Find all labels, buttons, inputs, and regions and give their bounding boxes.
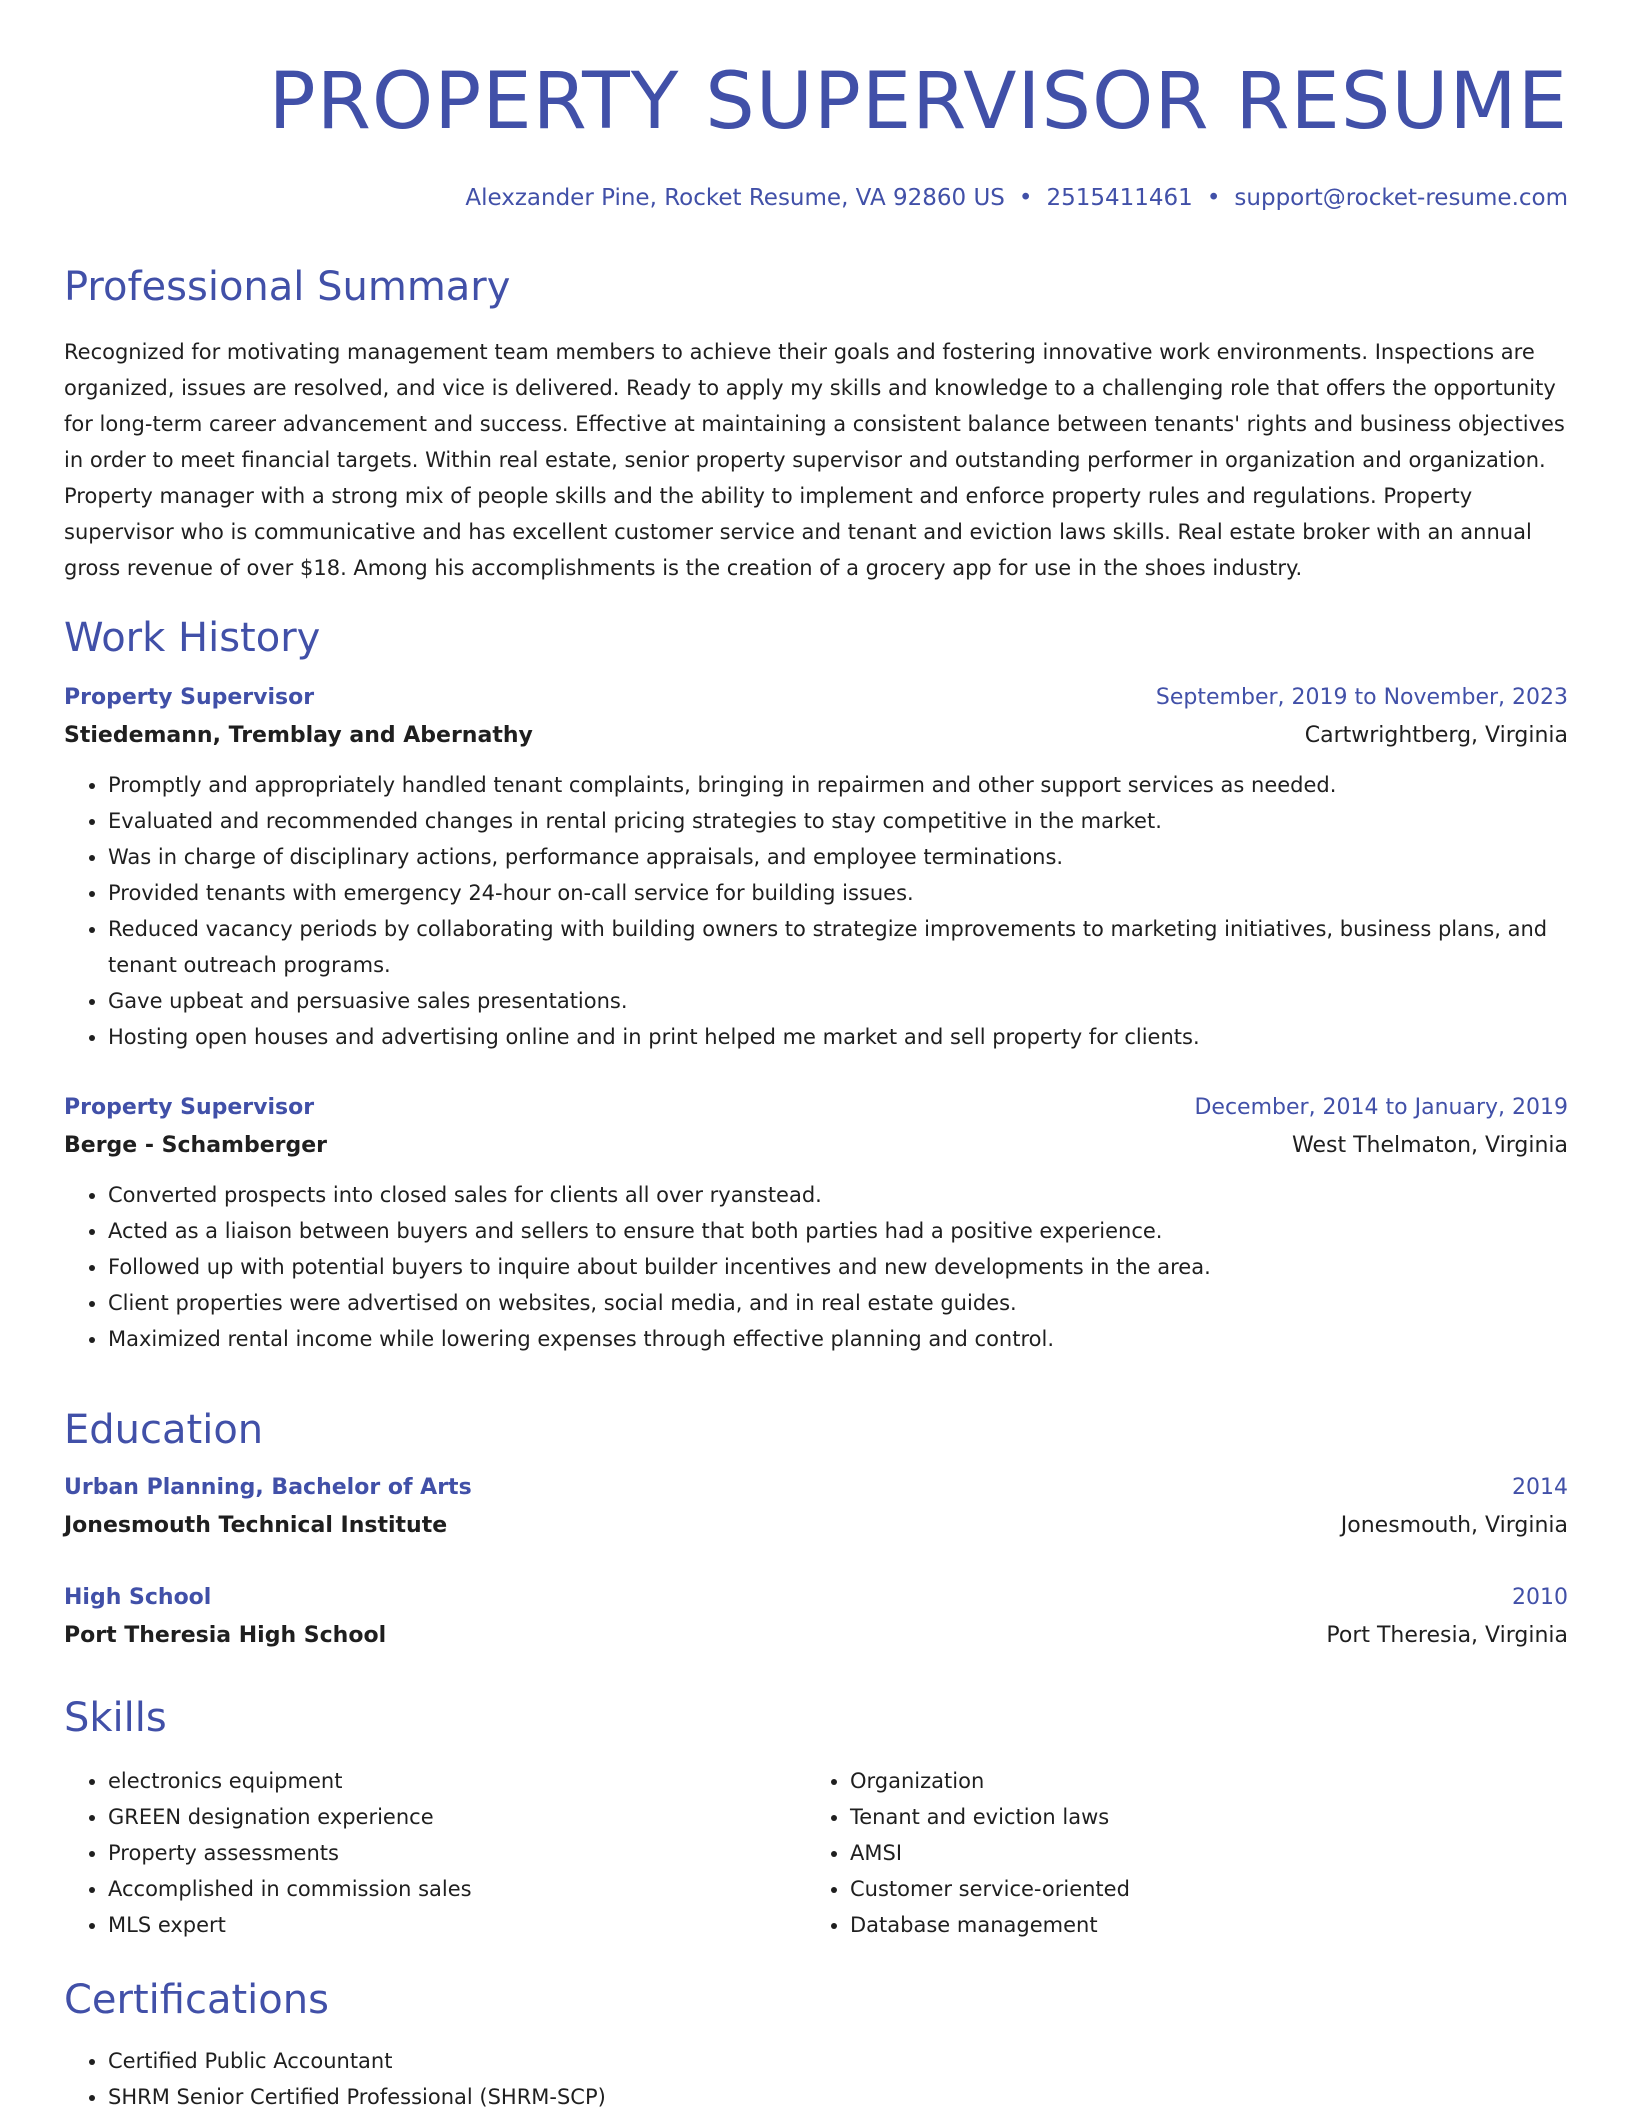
contact-email: support@rocket-resume.com: [1234, 185, 1568, 211]
job-entry: [64, 679, 1568, 1055]
list-item: • Customer service-oriented: [850, 1871, 1548, 1907]
list-item: • Client properties were advertised on websites, social media, and in real estate guides.: [108, 1285, 1568, 1321]
list-item: • Gave upbeat and persuasive sales presentations.: [108, 983, 1568, 1019]
contact-address: Alexzander Pine, Rocket Resume, VA 92860 US: [465, 185, 1005, 211]
list-item: • AMSI: [850, 1835, 1548, 1871]
job-title: Property Supervisor: [64, 1095, 315, 1120]
skills-section: [64, 1693, 1568, 1943]
contact-separator: •: [1018, 185, 1033, 211]
job-dates: December, 2014 to January, 2019: [1194, 1095, 1568, 1120]
job-header-row: [64, 679, 1568, 717]
list-item: • Hosting open houses and advertising online and in print helped me market and sell property for clients.: [108, 1019, 1568, 1055]
job-header-row: [64, 1089, 1568, 1127]
education-entry: [64, 1579, 1568, 1655]
list-item: • Acted as a liaison between buyers and sellers to ensure that both parties had a positive experience.: [108, 1213, 1568, 1249]
list-item: • Maximized rental income while lowering expenses through effective planning and control.: [108, 1321, 1568, 1357]
list-item: • Certified Public Accountant: [108, 2043, 1568, 2079]
education-location: Jonesmouth, Virginia: [1340, 1513, 1568, 1538]
education-year: 2014: [1512, 1475, 1568, 1500]
contact-line: [64, 182, 1568, 214]
education-degree: Urban Planning, Bachelor of Arts: [64, 1475, 472, 1500]
education-entry: [64, 1469, 1568, 1545]
certifications-list: [64, 2043, 1568, 2115]
job-bullets: [64, 767, 1568, 1055]
job-dates: September, 2019 to November, 2023: [1155, 685, 1568, 710]
job-location: West Thelmaton, Virginia: [1292, 1133, 1568, 1158]
certifications-section: [64, 1975, 1568, 2115]
education-section: [64, 1405, 1568, 1655]
work-history-heading: Work History: [64, 615, 321, 661]
work-history-section: [64, 613, 1568, 1357]
list-item: • GREEN designation experience: [108, 1799, 806, 1835]
skills-list-left: [64, 1763, 806, 1943]
list-item: • SHRM Senior Certified Professional (SHRM-SCP): [108, 2079, 1568, 2115]
education-school-row: [64, 1507, 1568, 1545]
job-company-row: [64, 1127, 1568, 1165]
list-item: • Evaluated and recommended changes in rental pricing strategies to stay competitive in the market.: [108, 803, 1568, 839]
list-item: • Converted prospects into closed sales for clients all over ryanstead.: [108, 1177, 1568, 1213]
certifications-heading: Certifications: [64, 1977, 329, 2023]
job-title: Property Supervisor: [64, 685, 315, 710]
resume-title: PROPERTY SUPERVISOR RESUME: [268, 57, 1568, 147]
skills-columns: [64, 1763, 1568, 1943]
job-company: Berge - Schamberger: [64, 1133, 328, 1158]
list-item: • Followed up with potential buyers to inquire about builder incentives and new developments in the area.: [108, 1249, 1568, 1285]
list-item: • Reduced vacancy periods by collaborating with building owners to strategize improvements to marketing initiatives, business plans, and tenant outreach programs.: [108, 911, 1568, 983]
list-item: • MLS expert: [108, 1907, 806, 1943]
list-item: • Promptly and appropriately handled tenant complaints, bringing in repairmen and other support services as needed.: [108, 767, 1568, 803]
education-school: Port Theresia High School: [64, 1623, 387, 1648]
skills-list-right: [806, 1763, 1548, 1943]
contact-phone: 2515411461: [1046, 185, 1193, 211]
job-company: Stiedemann, Tremblay and Abernathy: [64, 723, 533, 748]
list-item: • Accomplished in commission sales: [108, 1871, 806, 1907]
education-year: 2010: [1512, 1585, 1568, 1610]
list-item: • Property assessments: [108, 1835, 806, 1871]
education-header-row: [64, 1469, 1568, 1507]
education-heading: Education: [64, 1407, 264, 1453]
list-item: • electronics equipment: [108, 1763, 806, 1799]
summary-text: Recognized for motivating management team members to achieve their goals and fostering innovative work environments. Inspections are organized, issues are resolved, and vice is delivered. Ready to apply my skills and knowledge to a challenging role that offers the opportunity for long-term career advancement and success. Effective at maintaining a consistent balance between tenants' rights and business objectives in order to meet financial targets. Within real estate, senior property supervisor and outstanding performer in organization and organization. Property manager with a strong mix of people skills and the ability to implement and enforce property rules and regulations. Property supervisor who is communicative and has excellent customer service and tenant and eviction laws skills. Real estate broker with an annual gross revenue of over $18. Among his accomplishments is the creation of a grocery app for use in the shoes industry.: [64, 340, 1565, 580]
resume-page: [64, 0, 1568, 2109]
job-bullets: [64, 1177, 1568, 1357]
education-header-row: [64, 1579, 1568, 1617]
list-item: • Organization: [850, 1763, 1548, 1799]
summary-heading: Professional Summary: [64, 264, 511, 310]
list-item: • Database management: [850, 1907, 1548, 1943]
job-entry: [64, 1089, 1568, 1357]
contact-separator: •: [1206, 185, 1221, 211]
list-item: • Provided tenants with emergency 24-hour on-call service for building issues.: [108, 875, 1568, 911]
education-location: Port Theresia, Virginia: [1326, 1623, 1568, 1648]
education-school: Jonesmouth Technical Institute: [64, 1513, 448, 1538]
job-location: Cartwrightberg, Virginia: [1304, 723, 1568, 748]
education-degree: High School: [64, 1585, 212, 1610]
skills-heading: Skills: [64, 1695, 167, 1741]
list-item: • Was in charge of disciplinary actions, performance appraisals, and employee terminations.: [108, 839, 1568, 875]
list-item: • Tenant and eviction laws: [850, 1799, 1548, 1835]
summary-section: [64, 262, 1568, 586]
education-school-row: [64, 1617, 1568, 1655]
job-company-row: [64, 717, 1568, 755]
